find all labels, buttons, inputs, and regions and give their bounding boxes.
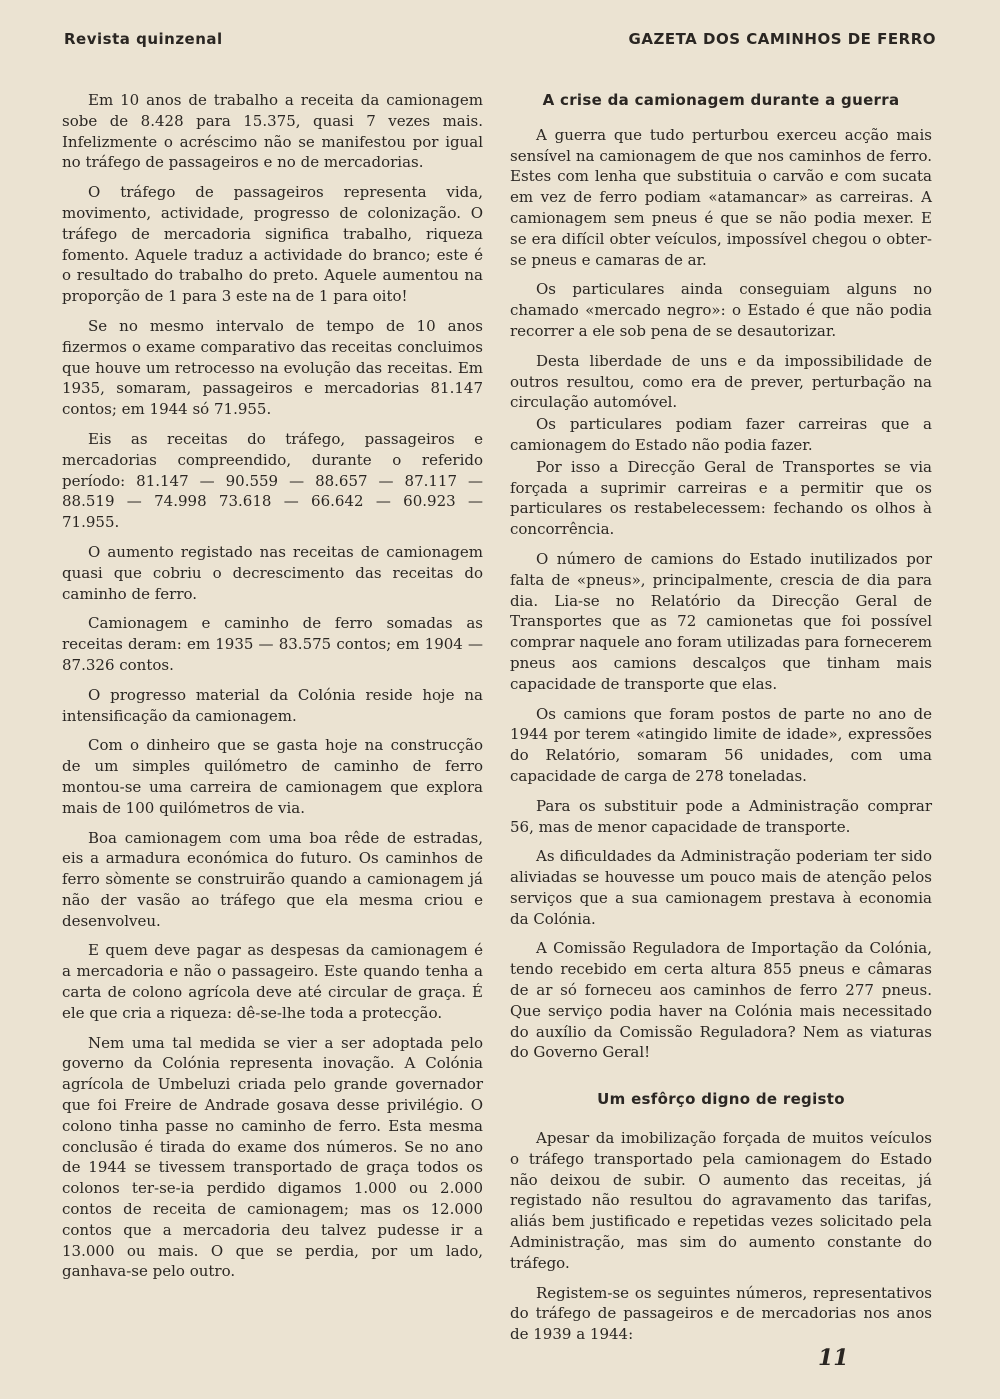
paragraph: Se no mesmo intervalo de tempo de 10 anos fizermos o exame comparativo das receitas concluimos que houve um retrocesso na evolução das receitas. Em 1935, somaram, passageiros e mercadorias 81.147 contos; em 1944 só 71.955. <box>62 316 483 419</box>
paragraph: Nem uma tal medida se vier a ser adoptada pelo governo da Colónia representa inovação. A Colónia agrícola de Umbeluzi criada pelo grande governador que foi Freire de Andrade gosava desse privilégio. O colono tinha passe no caminho de ferro. Esta mesma conclusão é tirada do exame dos números. Se no ano de 1944 se tivessem transportado de graça todos os colonos ter-se-ia perdido digamos 1.000 ou 2.000 contos de receita de camionagem; mas os 12.000 contos que a mercadoria deu talvez pudesse ir a 13.000 ou mais. O que se perdia, por um lado, ganhava-se pelo outro. <box>62 1033 483 1281</box>
paragraph: Os particulares podiam fazer carreiras que a camionagem do Estado não podia fazer. <box>510 415 932 454</box>
running-header <box>64 30 936 48</box>
page-number: 11 <box>818 1345 849 1371</box>
paragraph: Para os substituir pode a Administração comprar 56, mas de menor capacidade de transporte. <box>510 796 932 836</box>
paragraph: Desta liberdade de uns e da impossibilidade de outros resultou, como era de prever, perturbação na circulação automóvel. <box>510 351 932 412</box>
paragraph: Registem-se os seguintes números, representativos do tráfego de passageiros e de mercadorias nos anos de 1939 a 1944: <box>510 1283 932 1344</box>
paragraph: As dificuldades da Administração poderiam ter sido aliviadas se houvesse um pouco mais de atenção pelos serviços que a sua camionagem prestava à economia da Colónia. <box>510 847 932 928</box>
section-heading: Um esfôrço digno de registo <box>597 1090 845 1109</box>
paragraph: O tráfego de passageiros representa vida, movimento, actividade, progresso de colonização. O tráfego de mercadoria significa trabalho, riqueza fomento. Aquele traduz a actividade do branco; este é o resultado do trabalho do preto. Aquele aumentou na proporção de 1 para 3 este na de 1 para oito! <box>62 183 483 306</box>
paragraph: Os particulares ainda conseguiam alguns no chamado «mercado negro»: o Estado é que não podia recorrer a ele sob pena de se desautorizar. <box>510 280 932 340</box>
paragraph: Apesar da imobilização forçada de muitos veículos o tráfego transportado pela camionagem do Estado não deixou de subir. O aumento das receitas, já registado não resultou do agravamento das tarifas, aliás bem justificado e repetidas vezes solicitado pela Administração, mas sim do aumento constante do tráfego. <box>510 1129 932 1272</box>
paragraph: Eis as receitas do tráfego, passageiros e mercadorias compreendido, durante o referido período: 81.147 — 90.559 — 88.657 — 87.117 — 88.519 — 74.998 73.618 — 66.642 — 60.923 — 71.955. <box>62 429 483 532</box>
paragraph: O aumento registado nas receitas de camionagem quasi que cobriu o decrescimento das receitas do caminho de ferro. <box>62 542 483 603</box>
paragraph: O progresso material da Colónia reside hoje na intensificação da camionagem. <box>62 685 483 725</box>
paragraph: Em 10 anos de trabalho a receita da camionagem sobe de 8.428 para 15.375, quasi 7 vezes mais. Infelizmente o acréscimo não se manifestou por igual no tráfego de passageiros e no de mercadorias. <box>62 91 483 172</box>
section-heading: A crise da camionagem durante a guerra <box>542 91 900 109</box>
paragraph: O número de camions do Estado inutilizados por falta de «pneus», principalmente, crescia de dia para dia. Lia-se no Relatório da Direcção Geral de Transportes que as 72 camionetas que foi possível comprar naquele ano foram utilizadas para fornecerem pneus aos camions descalços que tinham mais capacidade de transporte que elas. <box>510 549 932 693</box>
header-right: GAZETA DOS CAMINHOS DE FERRO <box>628 30 936 48</box>
paragraph: A guerra que tudo perturbou exerceu acção mais sensível na camionagem de que nos caminhos de ferro. Estes com lenha que substituia o carvão e com sucata em vez de ferro podiam «atamancar» as carreiras. A camionagem sem pneus é que se não podia mexer. E se era difícil obter veículos, impossível chegou o obter-se pneus e camaras de ar. <box>510 125 932 269</box>
paragraph: E quem deve pagar as despesas da camionagem é a mercadoria e não o passageiro. Este quando tenha a carta de colono agrícola deve até circular de graça. É ele que cria a riqueza: dê-se-lhe toda a protecção. <box>62 941 483 1022</box>
header-left: Revista quinzenal <box>64 30 223 48</box>
paragraph: Os camions que foram postos de parte no ano de 1944 por terem «atingido limite de idade», expressões do Relatório, somaram 56 unidades, com uma capacidade de carga de 278 toneladas. <box>510 704 932 785</box>
right-column <box>510 90 932 1354</box>
left-column <box>62 90 483 1291</box>
paragraph: A Comissão Reguladora de Importação da Colónia, tendo recebido em certa altura 855 pneus e câmaras de ar só forneceu aos caminhos de ferro 277 pneus. Que serviço podia haver na Colónia mais necessitado do auxílio da Comissão Reguladora? Nem as viaturas do Governo Geral! <box>510 939 932 1062</box>
paragraph: Por isso a Direcção Geral de Transportes se via forçada a suprimir carreiras e a permitir que os particulares os restabelecessem: fechando os olhos à concorrência. <box>510 457 932 539</box>
paragraph: Camionagem e caminho de ferro somadas as receitas deram: em 1935 — 83.575 contos; em 1904 — 87.326 contos. <box>62 614 483 674</box>
paragraph: Com o dinheiro que se gasta hoje na construcção de um simples quilómetro de caminho de ferro montou-se uma carreira de camionagem que explora mais de 100 quilómetros de via. <box>62 736 483 817</box>
paragraph: Boa camionagem com uma boa rêde de estradas, eis a armadura económica do futuro. Os caminhos de ferro sòmente se construirão quando a camionagem já não der vasão ao tráfego que ela mesma criou e desenvolveu. <box>62 828 483 930</box>
